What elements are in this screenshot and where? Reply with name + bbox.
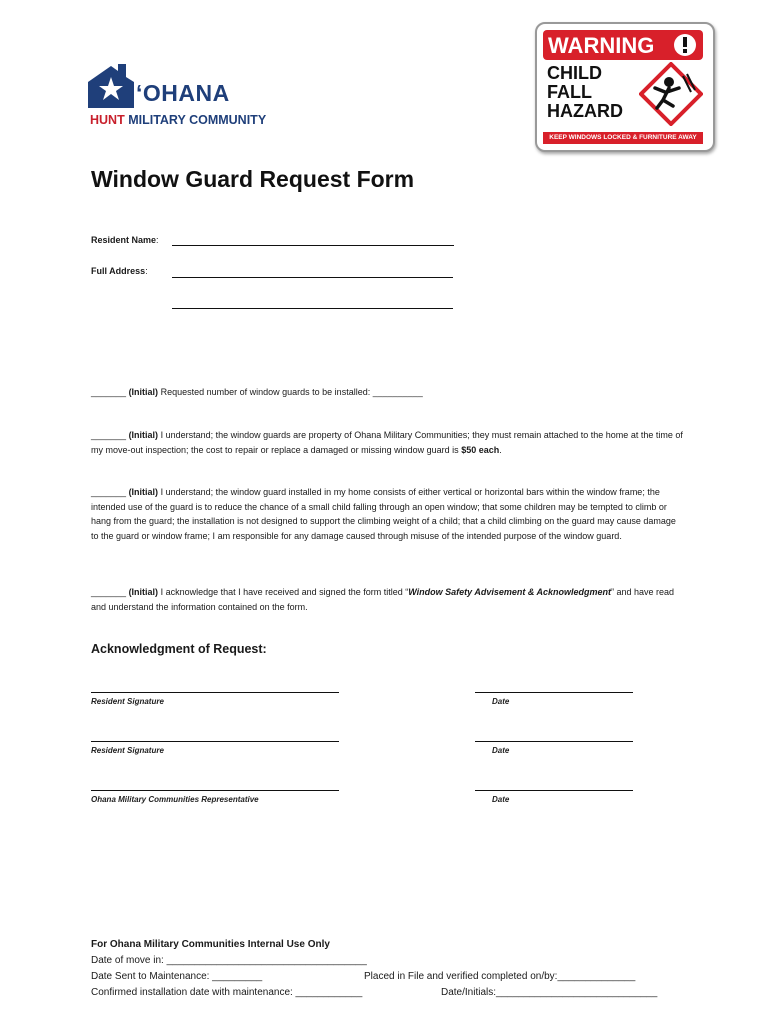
- full-address-colon: :: [145, 266, 148, 276]
- logo-military-community: MILITARY COMMUNITY: [128, 113, 267, 127]
- initial-form-title: Window Safety Advisement & Acknowledgment: [408, 587, 612, 597]
- initial-blank[interactable]: _______: [91, 587, 127, 597]
- warning-line-fall: FALL: [547, 82, 592, 102]
- full-address-field-1[interactable]: [172, 277, 453, 278]
- initial-item-2: [91, 428, 683, 457]
- logo-brand: ‘OHANA: [136, 80, 230, 106]
- date-line-3[interactable]: [475, 790, 633, 791]
- initial-tail: ” and have read and understand the information contained on the form.: [91, 587, 675, 612]
- signature-line-3[interactable]: [91, 790, 339, 791]
- initial-item-1: [91, 385, 681, 400]
- exclamation-icon: [673, 33, 697, 57]
- initial-blank[interactable]: _______: [91, 387, 127, 397]
- resident-name-row: [91, 233, 159, 248]
- signature-label-1: Resident Signature: [91, 697, 164, 706]
- resident-name-colon: :: [156, 235, 159, 245]
- initial-text: I acknowledge that I have received and signed the form titled “: [160, 587, 409, 597]
- signature-label-3: Ohana Military Communities Representative: [91, 795, 259, 804]
- initial-tail: .: [499, 444, 502, 455]
- initial-item-3: [91, 485, 683, 543]
- warning-sign: [535, 22, 715, 152]
- warning-header: [543, 30, 703, 60]
- full-address-field-2[interactable]: [172, 308, 453, 309]
- initial-blank[interactable]: _______: [91, 487, 127, 497]
- warning-line-hazard: HAZARD: [547, 101, 623, 121]
- resident-name-field[interactable]: [172, 245, 454, 246]
- falling-child-icon: [639, 62, 703, 126]
- initial-label: (Initial): [128, 487, 159, 497]
- logo-subtitle: [90, 113, 266, 127]
- initial-cost: $50 each: [461, 444, 500, 455]
- initial-label: (Initial): [128, 587, 159, 597]
- date-line-2[interactable]: [475, 741, 633, 742]
- initial-blank[interactable]: _______: [91, 430, 127, 440]
- full-address-row: [91, 264, 148, 279]
- signature-line-1[interactable]: [91, 692, 339, 693]
- initial-label: (Initial): [128, 387, 159, 397]
- placed-in-file[interactable]: Placed in File and verified completed on/by:______________: [364, 971, 636, 982]
- confirmed-installation-date[interactable]: Confirmed installation date with maintenance: ____________: [91, 987, 363, 998]
- house-star-icon: [88, 64, 134, 110]
- resident-name-label: Resident Name: [91, 235, 157, 245]
- initial-text: I understand; the window guards are property of Ohana Military Communities; they must remain attached to the home at the time of my move-out inspection; the cost to repair or replace a damaged or missing window guard is: [91, 430, 683, 455]
- date-label-2: Date: [492, 746, 510, 755]
- logo-hunt: HUNT: [90, 113, 125, 127]
- initial-text: I understand; the window guard installed in my home consists of either vertical or horizontal bars within the window frame; the intended use of the guard is to reduce the chance of a small child falling through an open window; that some children may be tempted to climb or hang from the guard; the installation is not designed to support the climbing weight of a child; that a child climbing on the guard may cause damage to the guard or window frame; I am responsible for any damage caused through misuse of the intended purpose of the window guard.: [91, 487, 676, 541]
- internal-use-heading: For Ohana Military Communities Internal Use Only: [91, 939, 330, 950]
- acknowledgment-heading: Acknowledgment of Request:: [91, 642, 267, 656]
- warning-footer: KEEP WINDOWS LOCKED & FURNITURE AWAY: [543, 132, 703, 144]
- warning-line-child: CHILD: [547, 63, 602, 83]
- initial-label: (Initial): [128, 430, 159, 440]
- date-label-1: Date: [492, 697, 510, 706]
- initial-text: Requested number of window guards to be installed: __________: [160, 387, 423, 397]
- date-label-3: Date: [492, 795, 510, 804]
- sent-to-maintenance[interactable]: Date Sent to Maintenance: _________: [91, 971, 263, 982]
- initial-item-4: [91, 585, 691, 614]
- warning-lines: [547, 64, 623, 121]
- company-logo: [88, 64, 328, 134]
- move-in-date[interactable]: Date of move in: ____________________________________: [91, 955, 367, 966]
- signature-label-2: Resident Signature: [91, 746, 164, 755]
- signature-line-2[interactable]: [91, 741, 339, 742]
- warning-word: WARNING: [548, 33, 655, 58]
- date-line-1[interactable]: [475, 692, 633, 693]
- page-title: Window Guard Request Form: [91, 166, 415, 192]
- date-initials[interactable]: Date/Initials:_____________________________: [441, 987, 658, 998]
- full-address-label: Full Address: [91, 266, 146, 276]
